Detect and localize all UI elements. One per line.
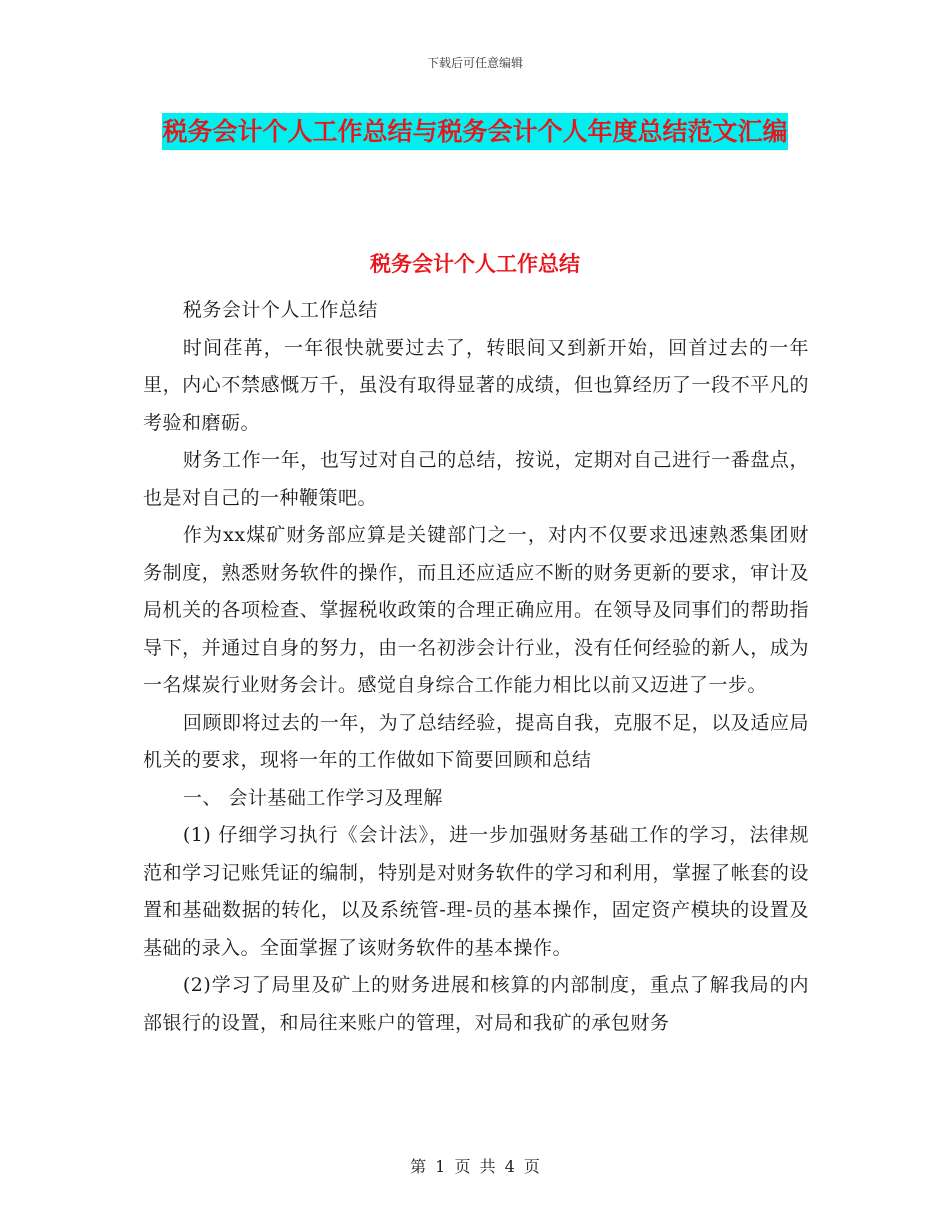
paragraph: (2)学习了局里及矿上的财务进展和核算的内部制度，重点了解我局的内部银行的设置，和局往来账户的管理，对局和我矿的承包财务: [143, 974, 809, 1034]
page-number: 第 1 页 共 4 页: [410, 1157, 540, 1176]
paragraph: 一、 会计基础工作学习及理解: [182, 786, 443, 809]
document-body: [143, 292, 809, 1042]
paragraph: 时间荏苒，一年很快就要过去了，转眼间又到新开始，回首过去的一年里，内心不禁感慨万千，虽没有取得显著的成绩，但也算经历了一段不平凡的考验和磨砺。: [143, 336, 809, 434]
paragraph: (1) 仔细学习执行《会计法》，进一步加强财务基础工作的学习，法律规范和学习记账凭证的编制，特别是对财务软件的学习和利用，掌握了帐套的设置和基础数据的转化，以及系统管-理-员的基本操作，固定资产模块的设置及基础的录入。全面掌握了该财务软件的基本操作。: [143, 824, 809, 959]
paragraph: 税务会计个人工作总结: [182, 299, 378, 321]
page-header-note: 下载后可任意编辑: [426, 56, 523, 70]
section-title: 税务会计个人工作总结: [370, 252, 580, 276]
document-title: [145, 110, 805, 154]
paragraph: 作为xx煤矿财务部应算是关键部门之一，对内不仅要求迅速熟悉集团财务制度，熟悉财务软件的操作，而且还应适应不断的财务更新的要求，审计及局机关的各项检查、掌握税收政策的合理正确应用。在领导及同事们的帮助指导下，并通过自身的努力，由一名初涉会计行业，没有任何经验的新人，成为一名煤炭行业财务会计。感觉自身综合工作能力相比以前又迈进了一步。: [143, 524, 809, 696]
paragraph: 财务工作一年，也写过对自己的总结，按说，定期对自己进行一番盘点，也是对自己的一种鞭策吧。: [143, 449, 809, 509]
paragraph: 回顾即将过去的一年，为了总结经验，提高自我，克服不足，以及适应局机关的要求，现将一年的工作做如下简要回顾和总结: [143, 711, 809, 771]
document-title-text: 税务会计个人工作总结与税务会计个人年度总结范文汇编: [162, 113, 787, 150]
